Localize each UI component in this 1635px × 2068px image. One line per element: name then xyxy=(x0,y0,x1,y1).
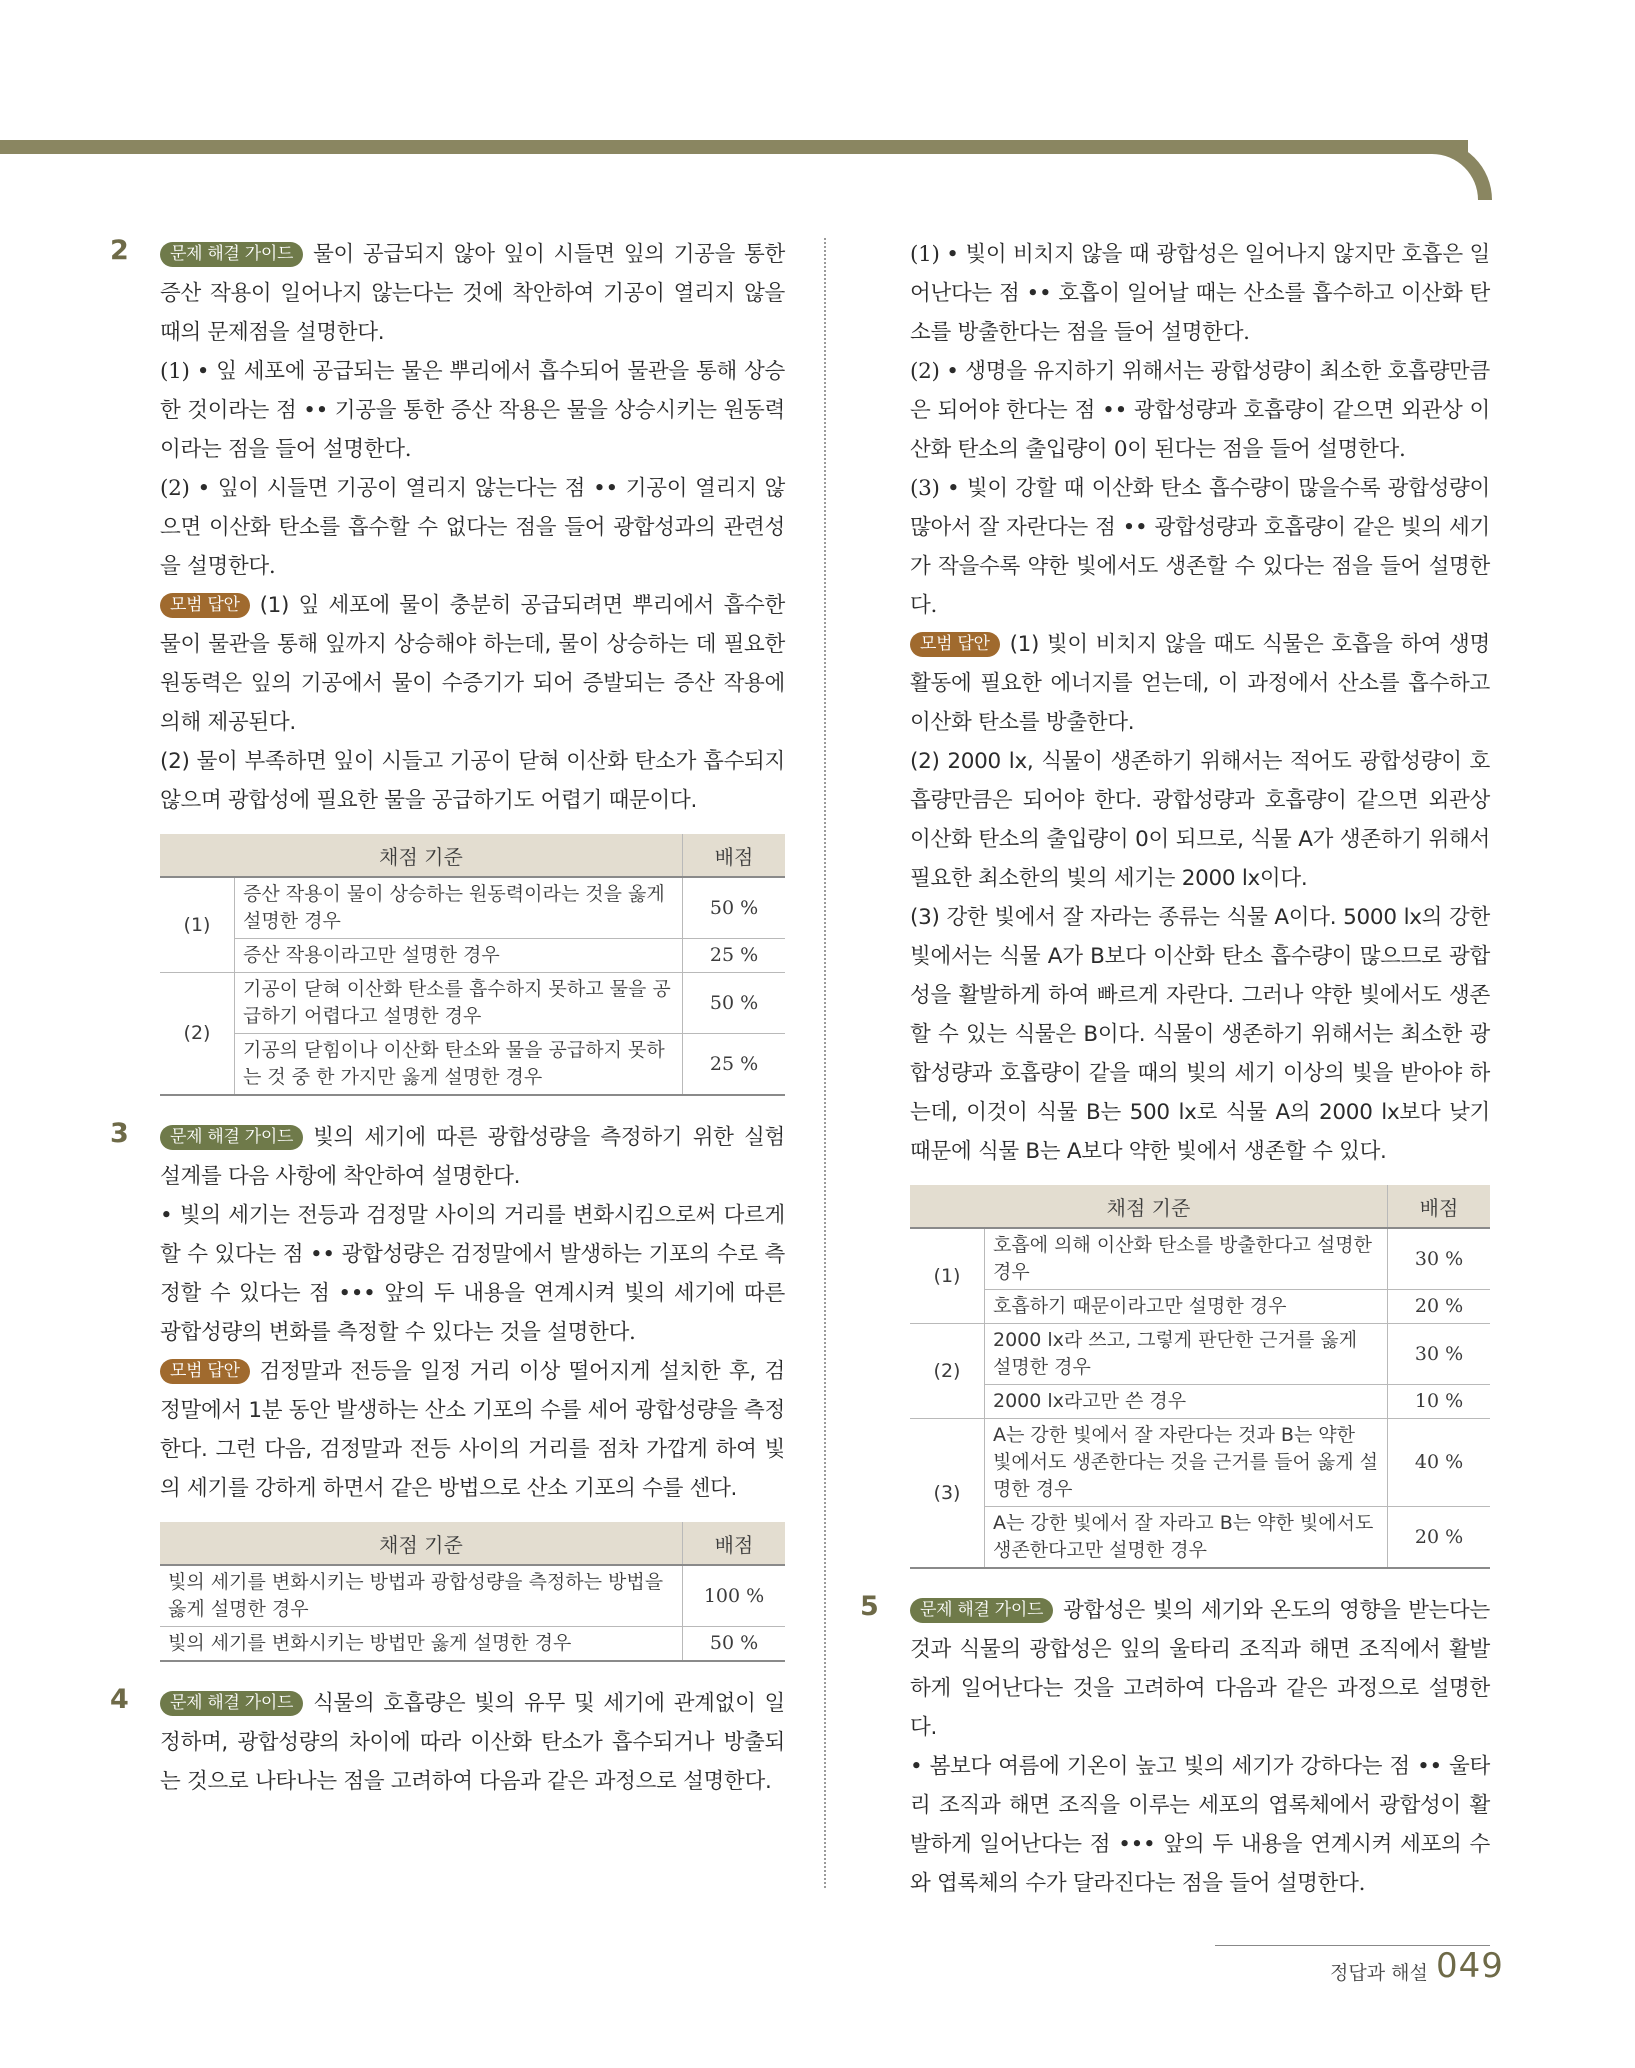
guide-tag: 문제 해결 가이드 xyxy=(160,1125,303,1150)
table-row xyxy=(910,1419,1490,1507)
guide-tag: 문제 해결 가이드 xyxy=(160,1691,303,1716)
answer-tag: 모범 답안 xyxy=(160,1359,250,1384)
answer-tag: 모범 답안 xyxy=(160,593,250,618)
table-row xyxy=(160,1627,785,1662)
sub-question-label: (1) xyxy=(160,877,235,973)
criteria-cell: 빛의 세기를 변화시키는 방법만 옳게 설명한 경우 xyxy=(160,1627,683,1662)
score-header: 배점 xyxy=(1388,1185,1491,1228)
criteria-cell: 2000 lx라고만 쓴 경우 xyxy=(985,1385,1388,1419)
score-cell: 30 % xyxy=(1388,1324,1491,1385)
table-row xyxy=(910,1228,1490,1290)
table-row xyxy=(160,973,785,1034)
guide-text: 물이 공급되지 않아 잎이 시들면 잎의 기공을 통한 증산 작용이 일어나지 않는다는 것에 착안하여 기공이 열리지 않을 때의 문제점을 설명한다. xyxy=(160,242,785,345)
question-3 xyxy=(110,1118,785,1662)
guide-tag: 문제 해결 가이드 xyxy=(160,242,303,267)
model-answer xyxy=(910,625,1490,742)
explanation-paragraph: (1) • 빛이 비치지 않을 때 광합성은 일어나지 않지만 호흡은 일어난다는 점 •• 호흡이 일어날 때는 산소를 흡수하고 이산화 탄소를 방출한다는 점을 들어 설명한다. xyxy=(910,242,1490,345)
question-number: 3 xyxy=(110,1118,129,1149)
criteria-cell: A는 강한 빛에서 잘 자라고 B는 약한 빛에서도 생존한다고만 설명한 경우 xyxy=(985,1507,1388,1569)
criteria-header: 채점 기준 xyxy=(160,834,683,877)
guide-text: 광합성은 빛의 세기와 온도의 영향을 받는다는 것과 식물의 광합성은 잎의 울타리 조직과 해면 조직에서 활발하게 일어난다는 것을 고려하여 다음과 같은 과정으로 설명한다. xyxy=(910,1598,1490,1740)
table-row xyxy=(910,1385,1490,1419)
criteria-header: 채점 기준 xyxy=(910,1185,1388,1228)
right-column xyxy=(860,235,1490,1903)
problem-guide xyxy=(160,1684,785,1801)
criteria-cell: 2000 lx라 쓰고, 그렇게 판단한 근거를 옳게 설명한 경우 xyxy=(985,1324,1388,1385)
question-4 xyxy=(110,1684,785,1801)
criteria-cell: 증산 작용이 물이 상승하는 원동력이라는 것을 옳게 설명한 경우 xyxy=(235,877,683,939)
explanation-paragraph: (2) • 잎이 시들면 기공이 열리지 않는다는 점 •• 기공이 열리지 않으면 이산화 탄소를 흡수할 수 없다는 점을 들어 광합성과의 관련성을 설명한다. xyxy=(160,476,785,579)
score-cell: 100 % xyxy=(683,1565,786,1627)
score-cell: 10 % xyxy=(1388,1385,1491,1419)
score-cell: 20 % xyxy=(1388,1290,1491,1324)
page-number: 049 xyxy=(1436,1946,1504,1986)
criteria-cell: 호흡하기 때문이라고만 설명한 경우 xyxy=(985,1290,1388,1324)
scoring-table xyxy=(160,1522,785,1662)
problem-guide xyxy=(160,235,785,352)
score-cell: 20 % xyxy=(1388,1507,1491,1569)
sub-question-label: (2) xyxy=(160,973,235,1096)
score-header: 배점 xyxy=(683,834,786,877)
table-row xyxy=(160,1565,785,1627)
model-answer: (3) 강한 빛에서 잘 자라는 종류는 식물 A이다. 5000 lx의 강한 빛에서는 식물 A가 B보다 이산화 탄소 흡수량이 많으므로 광합성을 활발하게 하여 빠르게 자란다. 그러나 약한 빛에서도 생존할 수 있는 식물은 B이다. 식물이 생존하기 위해서는 최소한 광합성량과 호흡량이 같을 때의 빛의 세기 이상의 빛을 받아야 하는데, 이것이 식물 B는 500 lx로 식물 A의 2000 lx보다 낮기 때문에 식물 B는 A보다 약한 빛에서 생존할 수 있다. xyxy=(910,905,1490,1164)
score-cell: 25 % xyxy=(683,1034,786,1096)
table-header-row xyxy=(160,834,785,877)
problem-guide xyxy=(160,1118,785,1196)
question-number: 5 xyxy=(860,1591,879,1622)
guide-tag: 문제 해결 가이드 xyxy=(910,1598,1053,1623)
table-row xyxy=(160,939,785,973)
criteria-cell: 빛의 세기를 변화시키는 방법과 광합성량을 측정하는 방법을 옳게 설명한 경우 xyxy=(160,1565,683,1627)
left-column xyxy=(110,235,785,1801)
criteria-cell: 증산 작용이라고만 설명한 경우 xyxy=(235,939,683,973)
explanation-paragraph: (3) • 빛이 강할 때 이산화 탄소 흡수량이 많을수록 광합성량이 많아서 잘 자란다는 점 •• 광합성량과 호흡량이 같은 빛의 세기가 작을수록 약한 빛에서도 생존할 수 있다는 점을 들어 설명한다. xyxy=(910,476,1490,618)
score-cell: 40 % xyxy=(1388,1419,1491,1507)
question-4-continued xyxy=(910,235,1490,1569)
footer-section-label: 정답과 해설 xyxy=(1330,1962,1428,1984)
header-bar-curve xyxy=(1408,140,1492,200)
score-cell: 50 % xyxy=(683,877,786,939)
score-cell: 50 % xyxy=(683,1627,786,1662)
score-cell: 25 % xyxy=(683,939,786,973)
table-row xyxy=(910,1507,1490,1569)
criteria-cell: 기공의 닫힘이나 이산화 탄소와 물을 공급하지 못하는 것 중 한 가지만 옳게 설명한 경우 xyxy=(235,1034,683,1096)
explanation-paragraph: • 빛의 세기는 전등과 검정말 사이의 거리를 변화시킴으로써 다르게 할 수 있다는 점 •• 광합성량은 검정말에서 발생하는 기포의 수로 측정할 수 있다는 점 ••• 앞의 두 내용을 연계시켜 빛의 세기에 따른 광합성량의 변화를 측정할 수 있다는 것을 설명한다. xyxy=(160,1203,785,1345)
score-cell: 30 % xyxy=(1388,1228,1491,1290)
table-header-row xyxy=(910,1185,1490,1228)
criteria-cell: 호흡에 의해 이산화 탄소를 방출한다고 설명한 경우 xyxy=(985,1228,1388,1290)
criteria-cell: 기공이 닫혀 이산화 탄소를 흡수하지 못하고 물을 공급하기 어렵다고 설명한 경우 xyxy=(235,973,683,1034)
question-number: 2 xyxy=(110,235,129,266)
score-cell: 50 % xyxy=(683,973,786,1034)
model-answer: (2) 물이 부족하면 잎이 시들고 기공이 닫혀 이산화 탄소가 흡수되지 않으며 광합성에 필요한 물을 공급하기도 어렵기 때문이다. xyxy=(160,749,785,813)
criteria-cell: A는 강한 빛에서 잘 자란다는 것과 B는 약한 빛에서도 생존한다는 것을 근거를 들어 옳게 설명한 경우 xyxy=(985,1419,1388,1507)
sub-question-label: (1) xyxy=(910,1228,985,1324)
table-row xyxy=(160,1034,785,1096)
model-answer xyxy=(160,1352,785,1508)
column-divider xyxy=(824,238,826,1888)
question-5 xyxy=(860,1591,1490,1903)
explanation-paragraph: • 봄보다 여름에 기온이 높고 빛의 세기가 강하다는 점 •• 울타리 조직과 해면 조직을 이루는 세포의 엽록체에서 광합성이 활발하게 일어난다는 점 ••• 앞의 두 내용을 연계시켜 세포의 수와 엽록체의 수가 달라진다는 점을 들어 설명한다. xyxy=(910,1754,1490,1896)
score-header: 배점 xyxy=(683,1522,786,1565)
scoring-table xyxy=(910,1185,1490,1569)
header-bar xyxy=(0,140,1468,154)
question-number: 4 xyxy=(110,1684,129,1715)
table-header-row xyxy=(160,1522,785,1565)
guide-text: 빛의 세기에 따른 광합성량을 측정하기 위한 실험 설계를 다음 사항에 착안하여 설명한다. xyxy=(160,1125,785,1189)
model-answer xyxy=(160,586,785,742)
guide-text: 식물의 호흡량은 빛의 유무 및 세기에 관계없이 일정하며, 광합성량의 차이에 따라 이산화 탄소가 흡수되거나 방출되는 것으로 나타나는 점을 고려하여 다음과 같은 과정으로 설명한다. xyxy=(160,1691,785,1794)
criteria-header: 채점 기준 xyxy=(160,1522,683,1565)
answer-text: 검정말과 전등을 일정 거리 이상 떨어지게 설치한 후, 검정말에서 1분 동안 발생하는 산소 기포의 수를 세어 광합성량을 측정한다. 그런 다음, 검정말과 전등 사이의 거리를 점차 가깝게 하여 빛의 세기를 강하게 하면서 같은 방법으로 산소 기포의 수를 센다. xyxy=(160,1359,785,1501)
answer-tag: 모범 답안 xyxy=(910,632,1000,657)
answer-text: (1) 잎 세포에 물이 충분히 공급되려면 뿌리에서 흡수한 물이 물관을 통해 잎까지 상승해야 하는데, 물이 상승하는 데 필요한 원동력은 잎의 기공에서 물이 수증기가 되어 증발되는 증산 작용에 의해 제공된다. xyxy=(160,593,785,735)
sub-question-label: (3) xyxy=(910,1419,985,1569)
table-row xyxy=(160,877,785,939)
answer-text: (1) 빛이 비치지 않을 때도 식물은 호흡을 하여 생명 활동에 필요한 에너지를 얻는데, 이 과정에서 산소를 흡수하고 이산화 탄소를 방출한다. xyxy=(910,632,1490,735)
scoring-table xyxy=(160,834,785,1096)
sub-question-label: (2) xyxy=(910,1324,985,1419)
explanation-paragraph: (1) • 잎 세포에 공급되는 물은 뿌리에서 흡수되어 물관을 통해 상승한 것이라는 점 •• 기공을 통한 증산 작용은 물을 상승시키는 원동력이라는 점을 들어 설명한다. xyxy=(160,359,785,462)
table-row xyxy=(910,1290,1490,1324)
problem-guide xyxy=(910,1591,1490,1747)
explanation-paragraph: (2) • 생명을 유지하기 위해서는 광합성량이 최소한 호흡량만큼은 되어야 한다는 점 •• 광합성량과 호흡량이 같으면 외관상 이산화 탄소의 출입량이 0이 된다는 점을 들어 설명한다. xyxy=(910,359,1490,462)
question-2 xyxy=(110,235,785,1096)
table-row xyxy=(910,1324,1490,1385)
model-answer: (2) 2000 lx, 식물이 생존하기 위해서는 적어도 광합성량이 호흡량만큼은 되어야 한다. 광합성량과 호흡량이 같으면 외관상 이산화 탄소의 출입량이 0이 되므로, 식물 A가 생존하기 위해서 필요한 최소한의 빛의 세기는 2000 lx이다. xyxy=(910,749,1490,891)
